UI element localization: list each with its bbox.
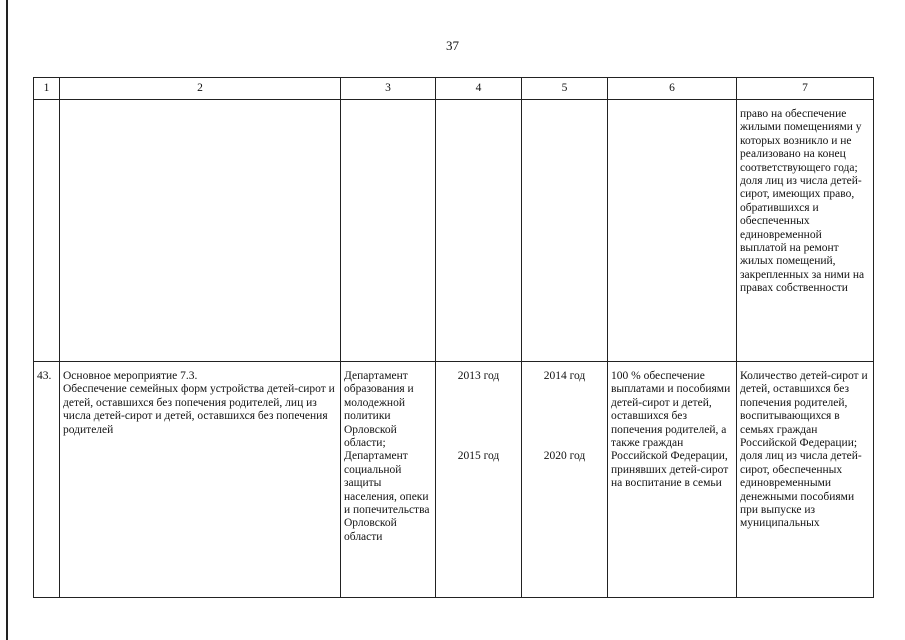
table-cell	[341, 100, 436, 362]
executor-a: Департамент образования и молодежной политики Орловской области;	[344, 370, 414, 450]
continued-indicator-text: право на обеспечение жилыми помещениями у которых возникло и не реализовано на конец соответствующего года; доля лиц из числа детей-сирот, имеющих право, обратившихся и обеспеченных единовременной выплатой на ремонт жилых помещений, закрепленных за ними на правах собственности	[737, 100, 874, 362]
header-cell: 3	[341, 78, 436, 100]
end-year-b: 2020 год	[543, 450, 586, 463]
measure-description	[60, 362, 341, 598]
table-cell	[60, 100, 341, 362]
end-years	[522, 362, 608, 598]
start-year-b: 2015 год	[457, 450, 500, 463]
table-row-43	[34, 362, 874, 598]
table-cell	[608, 100, 737, 362]
table-cell	[34, 100, 60, 362]
start-years	[436, 362, 522, 598]
header-cell: 4	[436, 78, 522, 100]
program-table	[33, 77, 874, 598]
header-cell: 2	[60, 78, 341, 100]
page-left-edge-line	[6, 0, 8, 640]
header-cell: 5	[522, 78, 608, 100]
table-cell	[522, 100, 608, 362]
table-row-continued	[34, 100, 874, 362]
measure-title: Основное мероприятие 7.3.	[63, 370, 198, 382]
row-number: 43.	[34, 362, 60, 598]
page-number: 37	[446, 38, 459, 53]
table-cell	[436, 100, 522, 362]
expected-result: 100 % обеспечение выплатами и пособиями детей-сирот и детей, оставшихся без попечения родителей, а также граждан Российской Федерации, принявших детей-сирот на воспитание в семьи	[608, 362, 737, 598]
header-cell: 7	[737, 78, 874, 100]
start-year-a: 2013 год	[457, 370, 500, 382]
measure-text: Обеспечение семейных форм устройства детей-сирот и детей, оставшихся без попечения родителей, лиц из числа детей-сирот и детей, оставшихся без попечения родителей	[63, 383, 335, 436]
header-cell: 1	[34, 78, 60, 100]
header-cell: 6	[608, 78, 737, 100]
end-year-a: 2014 год	[543, 370, 586, 382]
header-row	[34, 78, 874, 100]
indicators: Количество детей-сирот и детей, оставшихся без попечения родителей, воспитывающихся в семьях граждан Российской Федерации; доля лиц из числа детей-сирот, обеспеченных единовременными денежными пособиями при выпуске из муниципальных	[737, 362, 874, 598]
responsible-executors	[341, 362, 436, 598]
executor-b: Департамент социальной защиты населения, опеки и попечительства Орловской области	[344, 450, 430, 543]
